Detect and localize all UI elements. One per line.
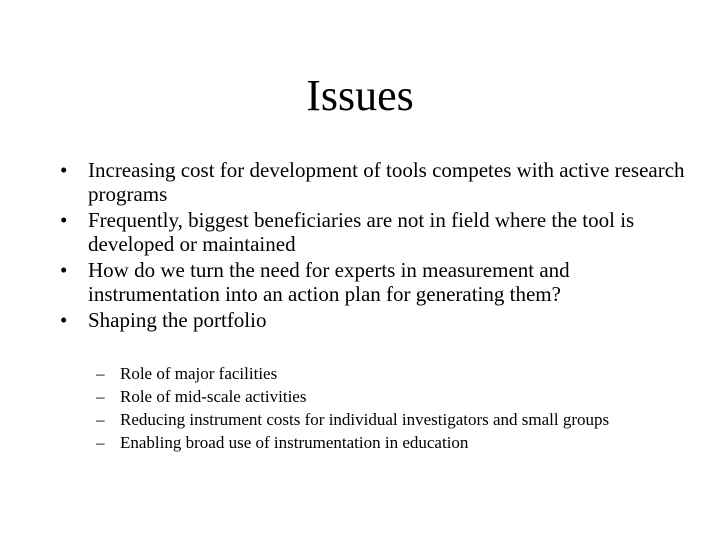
bullet-text: How do we turn the need for experts in measurement and instrumentation into an action plan for generating them?	[88, 258, 570, 306]
sub-bullet-list	[96, 364, 656, 456]
bullet-item	[60, 308, 700, 332]
sub-bullet-marker: –	[96, 410, 105, 429]
sub-bullet-text: Enabling broad use of instrumentation in education	[120, 433, 469, 452]
bullet-text: Shaping the portfolio	[88, 308, 267, 332]
sub-bullet-item	[96, 364, 656, 384]
bullet-text: Frequently, biggest beneficiaries are not in field where the tool is developed or maintained	[88, 208, 635, 256]
bullet-marker: •	[60, 158, 68, 182]
sub-bullet-marker: –	[96, 364, 105, 383]
slide-title: Issues	[306, 71, 414, 120]
bullet-marker: •	[60, 208, 68, 232]
sub-bullet-text: Role of major facilities	[120, 364, 278, 383]
bullet-marker: •	[60, 258, 68, 282]
sub-bullet-marker: –	[96, 433, 105, 452]
bullet-item	[60, 158, 700, 206]
bullet-item	[60, 208, 700, 256]
sub-bullet-item	[96, 387, 656, 407]
bullet-item	[60, 258, 700, 306]
bullet-text: Increasing cost for development of tools competes with active research programs	[88, 158, 685, 206]
bullet-list	[60, 158, 700, 334]
sub-bullet-item	[96, 433, 656, 453]
sub-bullet-marker: –	[96, 387, 105, 406]
sub-bullet-text: Reducing instrument costs for individual investigators and small groups	[120, 410, 610, 429]
bullet-marker: •	[60, 308, 68, 332]
sub-bullet-text: Role of mid-scale activities	[120, 387, 307, 406]
sub-bullet-item	[96, 410, 656, 430]
